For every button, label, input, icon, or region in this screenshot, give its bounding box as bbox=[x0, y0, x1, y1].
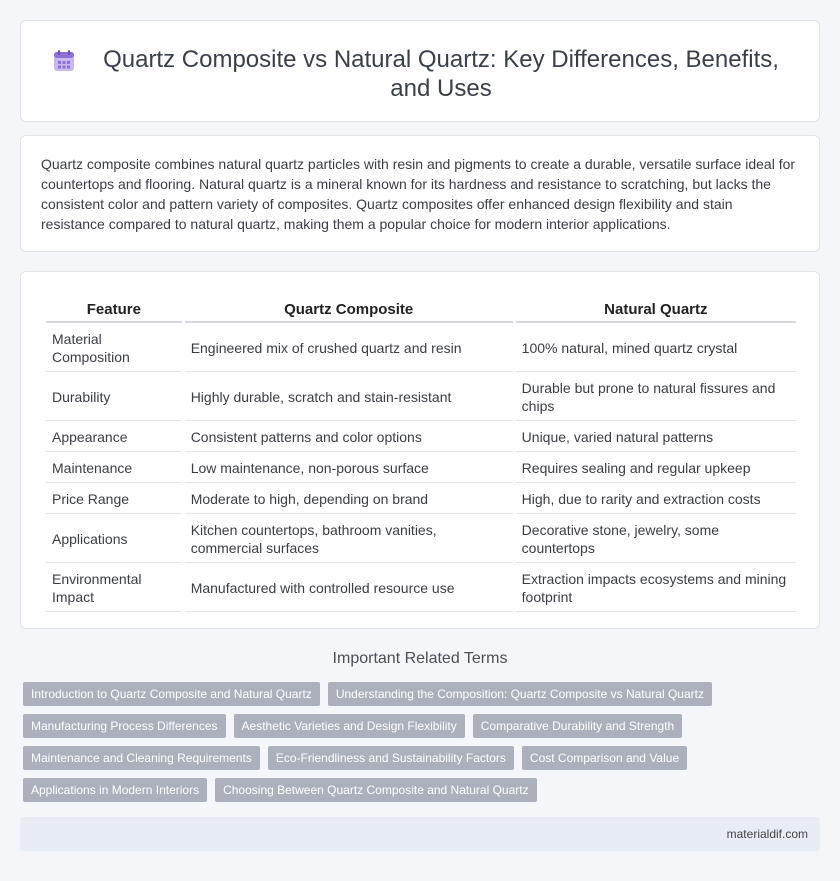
related-terms-list bbox=[23, 682, 823, 802]
table-cell-composite: Low maintenance, non-porous surface bbox=[185, 454, 513, 483]
comparison-table-card bbox=[20, 271, 820, 629]
table-cell-composite: Consistent patterns and color options bbox=[185, 423, 513, 452]
table-cell-natural: Unique, varied natural patterns bbox=[516, 423, 796, 452]
related-term-tag[interactable]: Eco-Friendliness and Sustainability Factors bbox=[268, 746, 514, 770]
related-term-tag[interactable]: Understanding the Composition: Quartz Composite vs Natural Quartz bbox=[328, 682, 712, 706]
table-cell-feature: Appearance bbox=[46, 423, 182, 452]
table-cell-composite: Manufactured with controlled resource use bbox=[185, 565, 513, 612]
table-cell-feature: Environmental Impact bbox=[46, 565, 182, 612]
comparison-table bbox=[43, 294, 799, 614]
related-term-tag[interactable]: Applications in Modern Interiors bbox=[23, 778, 207, 802]
table-cell-feature: Durability bbox=[46, 374, 182, 421]
table-row bbox=[46, 565, 796, 612]
footer-site-link[interactable]: materialdif.com bbox=[726, 827, 808, 841]
related-term-tag[interactable]: Introduction to Quartz Composite and Natural Quartz bbox=[23, 682, 320, 706]
table-row bbox=[46, 454, 796, 483]
table-cell-feature: Maintenance bbox=[46, 454, 182, 483]
header-natural-quartz: Natural Quartz bbox=[516, 296, 796, 323]
table-cell-composite: Highly durable, scratch and stain-resistant bbox=[185, 374, 513, 421]
table-row bbox=[46, 325, 796, 372]
table-cell-composite: Engineered mix of crushed quartz and resin bbox=[185, 325, 513, 372]
related-term-tag[interactable]: Maintenance and Cleaning Requirements bbox=[23, 746, 260, 770]
table-cell-feature: Price Range bbox=[46, 485, 182, 514]
table-header-row bbox=[46, 296, 796, 323]
table-cell-feature: Applications bbox=[46, 516, 182, 563]
table-row bbox=[46, 374, 796, 421]
header-quartz-composite: Quartz Composite bbox=[185, 296, 513, 323]
calendar-grid-icon bbox=[51, 48, 77, 74]
table-row bbox=[46, 485, 796, 514]
title-card bbox=[20, 20, 820, 122]
table-cell-natural: Extraction impacts ecosystems and mining footprint bbox=[516, 565, 796, 612]
footer bbox=[20, 817, 820, 851]
intro-paragraph: Quartz composite combines natural quartz particles with resin and pigments to create a durable, versatile surface ideal for countertops and flooring. Natural quartz is a mineral known for its hardness and resistance to scratching, but lacks the consistent color and pattern variety of composites. Quartz composites offer enhanced design flexibility and stain resistance compared to natural quartz, making them a popular choice for modern interior applications. bbox=[41, 156, 796, 232]
related-term-tag[interactable]: Aesthetic Varieties and Design Flexibility bbox=[234, 714, 465, 738]
table-cell-natural: High, due to rarity and extraction costs bbox=[516, 485, 796, 514]
related-term-tag[interactable]: Choosing Between Quartz Composite and Natural Quartz bbox=[215, 778, 537, 802]
table-row bbox=[46, 516, 796, 563]
table-cell-natural: Decorative stone, jewelry, some countertops bbox=[516, 516, 796, 563]
header-feature: Feature bbox=[46, 296, 182, 323]
related-term-tag[interactable]: Cost Comparison and Value bbox=[522, 746, 687, 770]
table-cell-natural: 100% natural, mined quartz crystal bbox=[516, 325, 796, 372]
related-terms-heading: Important Related Terms bbox=[332, 650, 508, 667]
related-term-tag[interactable]: Comparative Durability and Strength bbox=[473, 714, 682, 738]
table-cell-composite: Moderate to high, depending on brand bbox=[185, 485, 513, 514]
table-cell-natural: Durable but prone to natural fissures and chips bbox=[516, 374, 796, 421]
related-term-tag[interactable]: Manufacturing Process Differences bbox=[23, 714, 226, 738]
table-row bbox=[46, 423, 796, 452]
intro-card bbox=[20, 135, 820, 252]
table-cell-composite: Kitchen countertops, bathroom vanities, commercial surfaces bbox=[185, 516, 513, 563]
page-title: Quartz Composite vs Natural Quartz: Key Differences, Benefits, and Uses bbox=[103, 46, 779, 102]
table-cell-natural: Requires sealing and regular upkeep bbox=[516, 454, 796, 483]
table-cell-feature: Material Composition bbox=[46, 325, 182, 372]
